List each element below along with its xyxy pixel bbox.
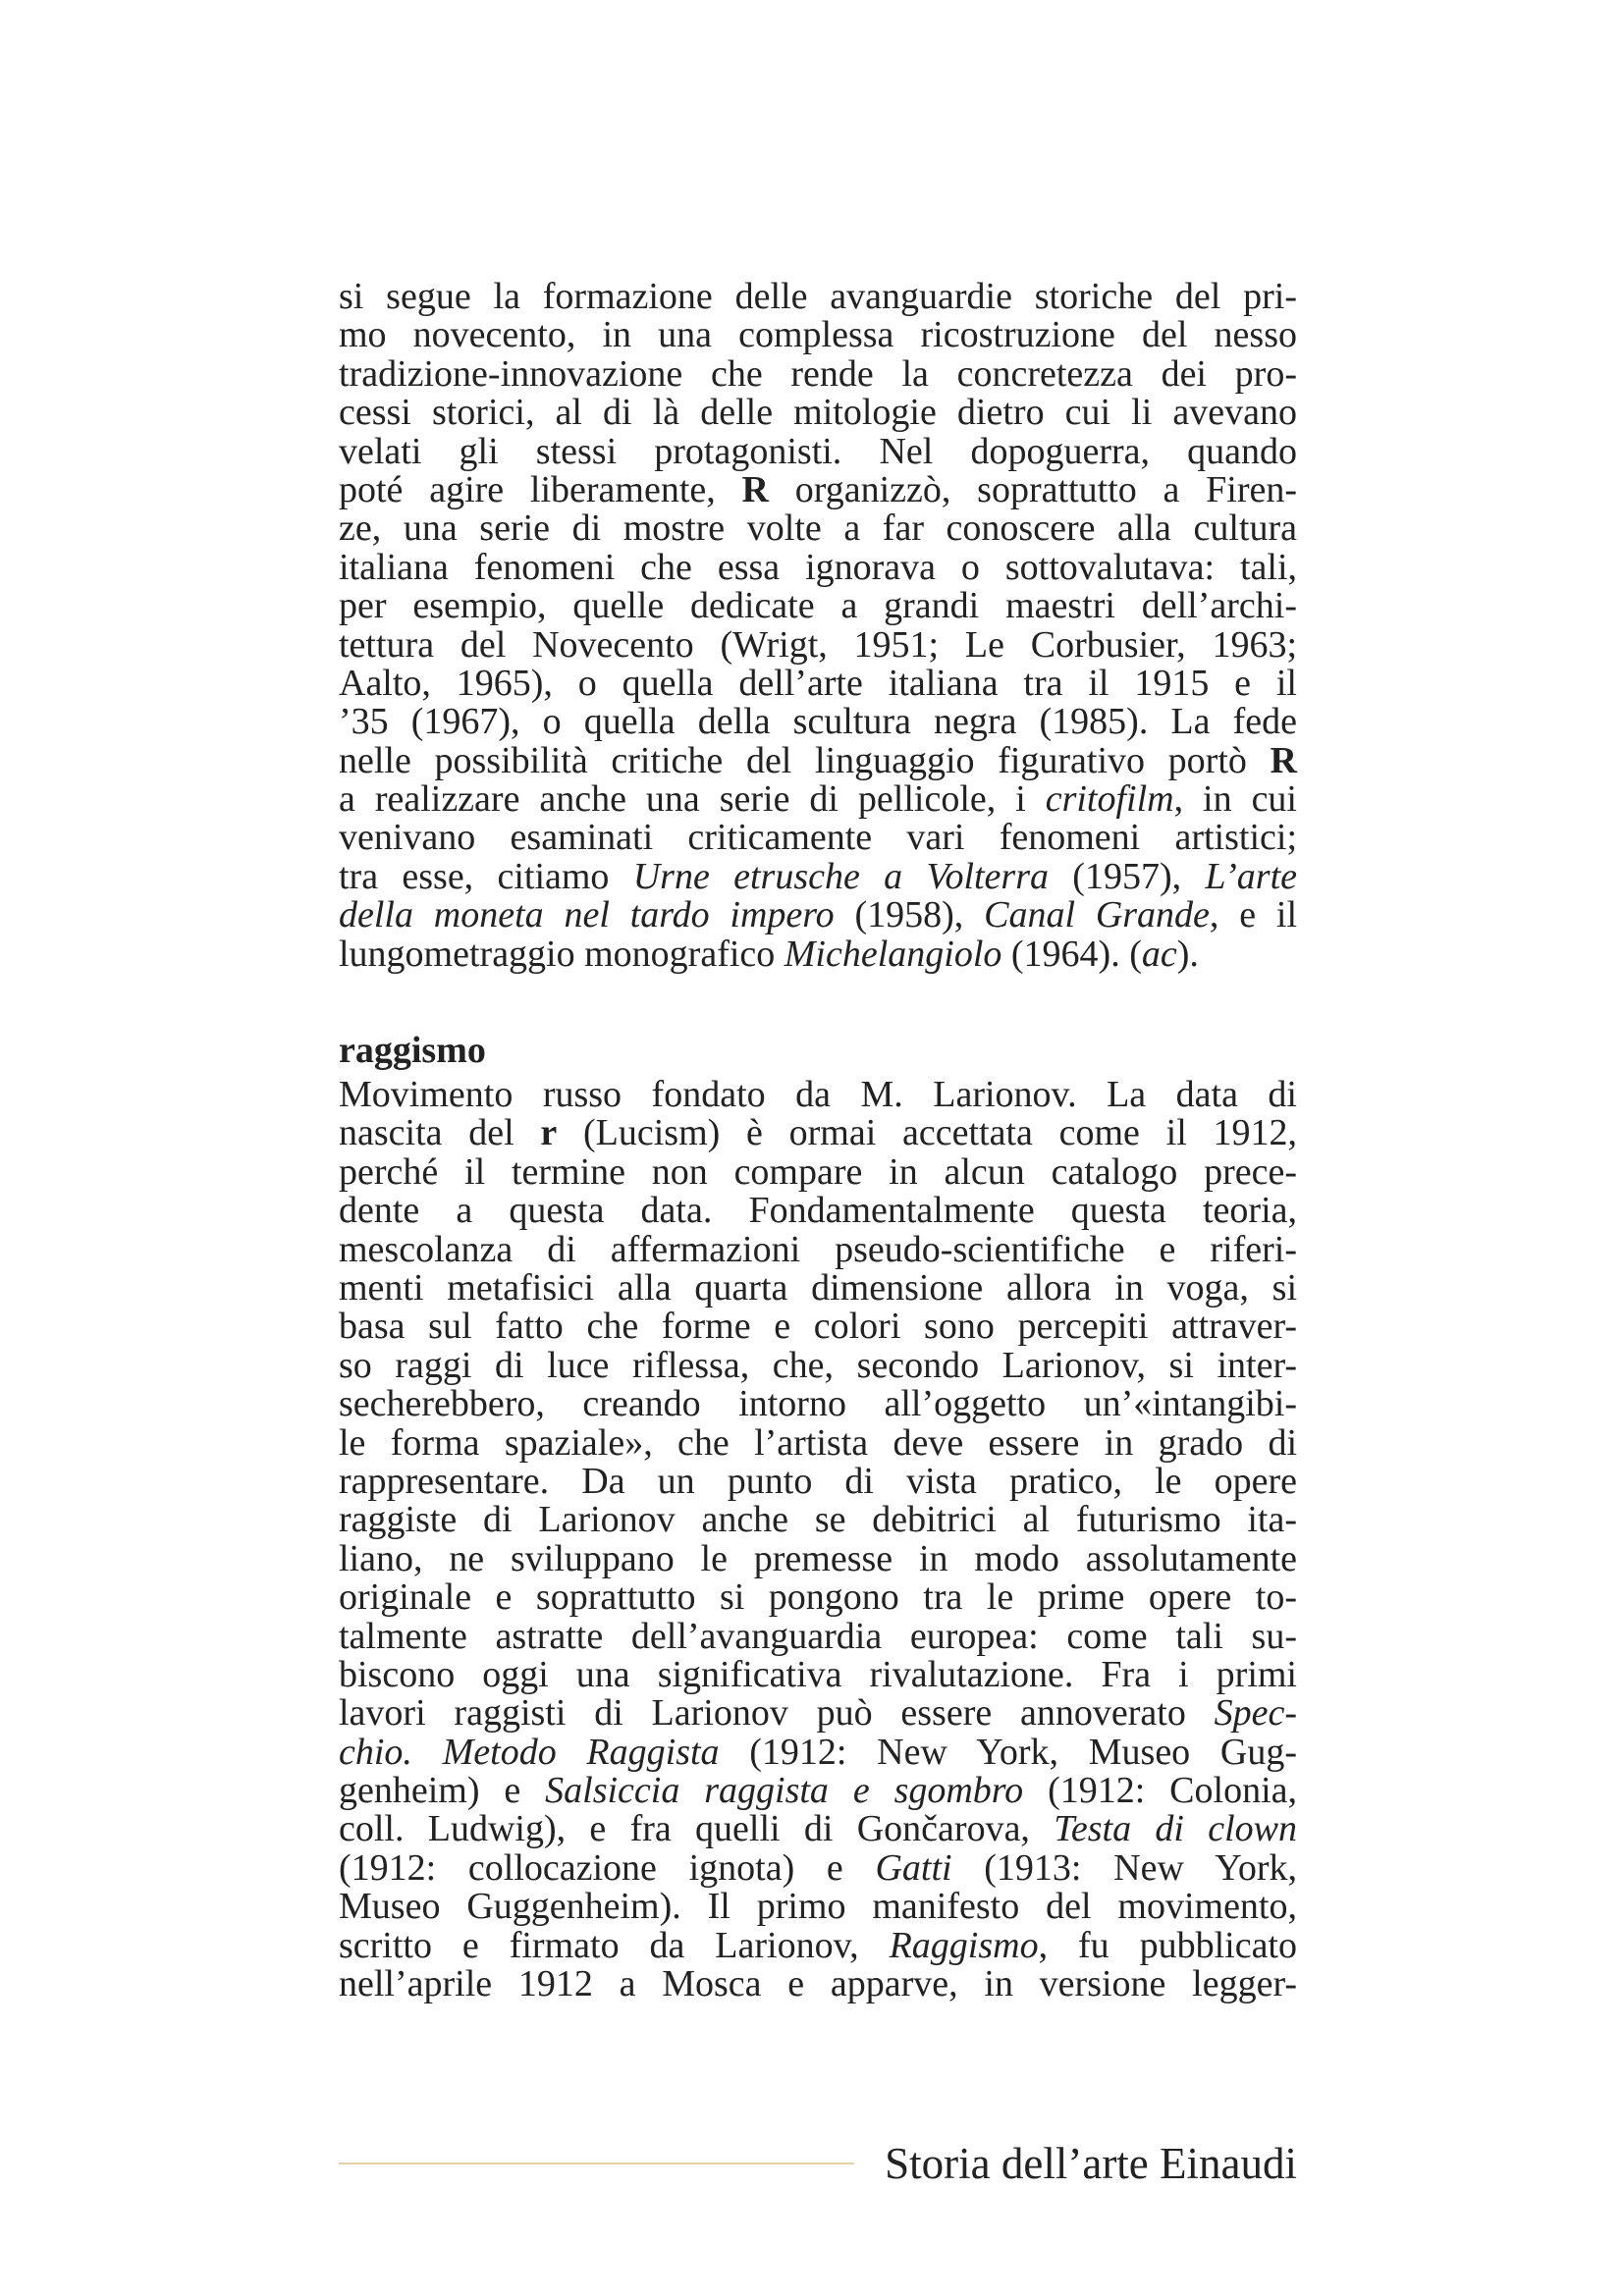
italic-title: Gatti: [875, 1846, 952, 1889]
footer-publisher: Storia dell’arte Einaudi: [885, 2139, 1297, 2188]
text-line: [339, 1772, 1297, 1810]
text-run: , fu pubblicato: [1038, 1924, 1297, 1966]
text-run: rappresentare. Da un punto di vista pratico, le opere: [339, 1460, 1297, 1502]
text-line: [339, 278, 1297, 316]
text-line: [339, 1501, 1297, 1539]
bold-abbreviation: r: [540, 1112, 558, 1154]
italic-title: Salsiccia raggista e sgombro: [545, 1770, 1024, 1812]
italic-title: della moneta nel tardo impero: [339, 894, 835, 936]
text-line: [339, 780, 1297, 819]
text-run: a realizzare anche una serie di pellicole, i: [339, 778, 1046, 821]
text-run: si segue la formazione delle avanguardie storiche del pri-: [339, 276, 1297, 317]
italic-title: L’arte: [1205, 855, 1297, 897]
text-run: lavori raggisti di Larionov può essere annoverato: [339, 1692, 1215, 1735]
paragraph-raggismo: [339, 1076, 1297, 2003]
text-line: [339, 1076, 1297, 1114]
text-run: tettura del Novecento (Wrigt, 1951; Le Corbusier, 1963;: [339, 623, 1297, 666]
text-run: dente a questa data. Fondamentalmente questa teoria,: [339, 1190, 1297, 1232]
text-line: [339, 703, 1297, 741]
text-run: organizzò, soprattutto a Firen-: [769, 468, 1297, 510]
text-run: (1957),: [1049, 855, 1206, 897]
text-line: [339, 1888, 1297, 1926]
text-run: le forma spaziale», che l’artista deve essere in grado di: [339, 1421, 1297, 1464]
text-run: tra esse, citiamo: [339, 855, 633, 897]
text-line: [339, 1537, 1297, 1579]
text-run: perché il termine non compare in alcun catalogo prece-: [339, 1150, 1297, 1193]
text-line: [339, 1308, 1297, 1346]
text-line: [339, 855, 1297, 897]
text-run: mo novecento, in una complessa ricostruzione del nesso: [339, 314, 1297, 356]
text-line: [339, 1578, 1297, 1617]
text-run: liano, ne sviluppano le premesse in modo assolutamente: [339, 1537, 1297, 1579]
text-line: [339, 1694, 1297, 1733]
text-line: [339, 623, 1297, 666]
text-line: [339, 739, 1297, 781]
text-run: per esempio, quelle dedicate a grandi maestri dell’archi-: [339, 585, 1297, 627]
italic-title: critofilm: [1045, 778, 1174, 821]
text-run: cessi storici, al di là delle mitologie dietro cui li avevano: [339, 392, 1297, 434]
text-run: nascita del: [339, 1112, 541, 1154]
text-line: [339, 1192, 1297, 1230]
text-run: , in cui: [1173, 778, 1297, 821]
text-run: raggiste di Larionov anche se debitrici al futurismo ita-: [339, 1499, 1297, 1541]
text-line: [339, 896, 1297, 934]
text-run: mescolanza di affermazioni pseudo-scientifiche e riferi-: [339, 1228, 1297, 1270]
text-run: lungometraggio monografico: [339, 933, 784, 975]
footer-rule: [339, 2163, 854, 2164]
text-line: [339, 1731, 1297, 1773]
text-line: [339, 1460, 1297, 1502]
text-line: [339, 1924, 1297, 1966]
section-gap: [339, 974, 1297, 1029]
text-run: velati gli stessi protagonisti. Nel dopoguerra, quando: [339, 430, 1297, 472]
text-line: [339, 662, 1297, 704]
italic-title: Raggismo: [889, 1924, 1039, 1966]
text-run: biscono oggi una significativa rivalutazione. Fra i primi: [339, 1653, 1297, 1695]
text-line: [339, 935, 1297, 974]
text-line: [339, 1150, 1297, 1193]
text-run: secherebbero, creando intorno all’oggetto un’«intangibi-: [339, 1383, 1297, 1425]
text-run: ’35 (1967), o quella della scultura negra (1985). La fede: [339, 701, 1297, 743]
italic-title: chio. Metodo Raggista: [339, 1731, 720, 1773]
text-run: (Lucism) è ormai accettata come il 1912,: [557, 1112, 1297, 1154]
text-run: venivano esaminati criticamente vari fenomeni artistici;: [339, 817, 1297, 859]
text-line: [339, 1385, 1297, 1423]
text-run: (1913: New York,: [951, 1846, 1297, 1889]
text-line: [339, 394, 1297, 432]
text-run: italiana fenomeni che essa ignorava o sottovalutava: tali,: [339, 546, 1297, 588]
text-column: [339, 278, 1297, 2003]
text-run: ).: [1176, 933, 1199, 975]
italic-title: ac: [1141, 933, 1177, 975]
text-run: basa sul fatto che forme e colori sono percepiti attraver-: [339, 1306, 1297, 1348]
text-run: poté agire liberamente,: [339, 468, 742, 510]
text-line: [339, 352, 1297, 395]
text-line: [339, 1653, 1297, 1695]
text-run: genheim) e: [339, 1770, 546, 1812]
text-run: nelle possibilità critiche del linguaggio figurativo portò: [339, 739, 1271, 781]
bold-abbreviation: R: [1270, 739, 1297, 781]
italic-title: Spec-: [1214, 1692, 1297, 1735]
italic-title: Urne etrusche a Volterra: [632, 855, 1049, 897]
text-run: ze, una serie di mostre volte a far conoscere alla cultura: [339, 507, 1297, 550]
text-line: [339, 1965, 1297, 2003]
text-line: [339, 1228, 1297, 1270]
text-line: [339, 1266, 1297, 1308]
text-run: talmente astratte dell’avanguardia europea: come tali su-: [339, 1615, 1297, 1657]
bold-abbreviation: R: [741, 468, 769, 510]
text-line: [339, 430, 1297, 472]
text-line: [339, 509, 1297, 548]
text-run: , e il: [1209, 894, 1298, 936]
text-line: [339, 1615, 1297, 1657]
text-line: [339, 546, 1297, 588]
text-run: (1964). (: [1001, 933, 1142, 975]
text-run: (1912: Colonia,: [1023, 1770, 1298, 1812]
text-run: Aalto, 1965), o quella dell’arte italiana tra il 1915 e il: [339, 662, 1297, 704]
text-line: [339, 1846, 1297, 1889]
text-run: menti metafisici alla quarta dimensione allora in voga, si: [339, 1266, 1297, 1308]
text-run: so raggi di luce riflessa, che, secondo Larionov, si inter-: [339, 1344, 1297, 1386]
text-run: coll. Ludwig), e fra quelli di Gončarova,: [339, 1808, 1055, 1850]
text-run: tradizione-innovazione che rende la concretezza dei pro-: [339, 352, 1297, 395]
text-line: [339, 1421, 1297, 1464]
italic-title: Testa di clown: [1054, 1808, 1298, 1850]
text-line: [339, 587, 1297, 625]
text-line: [339, 1344, 1297, 1386]
text-line: [339, 1810, 1297, 1848]
text-line: [339, 819, 1297, 857]
text-run: scritto e firmato da Larionov,: [339, 1924, 890, 1966]
text-line: [339, 1114, 1297, 1152]
text-line: [339, 468, 1297, 510]
italic-title: Canal Grande: [984, 894, 1210, 936]
text-run: (1912: collocazione ignota) e: [339, 1846, 876, 1889]
text-line: [339, 316, 1297, 354]
text-run: (1912: New York, Museo Gug-: [719, 1731, 1297, 1773]
text-run: (1958),: [834, 894, 985, 936]
paragraph-rinascimento-critico-end: [339, 278, 1297, 974]
text-run: originale e soprattutto si pongono tra le prime opere to-: [339, 1576, 1297, 1619]
entry-title: raggismo: [339, 1030, 486, 1072]
text-run: Museo Guggenheim). Il primo manifesto del movimento,: [339, 1886, 1297, 1928]
italic-title: Michelangiolo: [784, 933, 1002, 975]
text-run: Movimento russo fondato da M. Larionov. La data di: [339, 1074, 1297, 1116]
text-run: nell’aprile 1912 a Mosca e apparve, in versione legger-: [339, 1963, 1297, 2005]
